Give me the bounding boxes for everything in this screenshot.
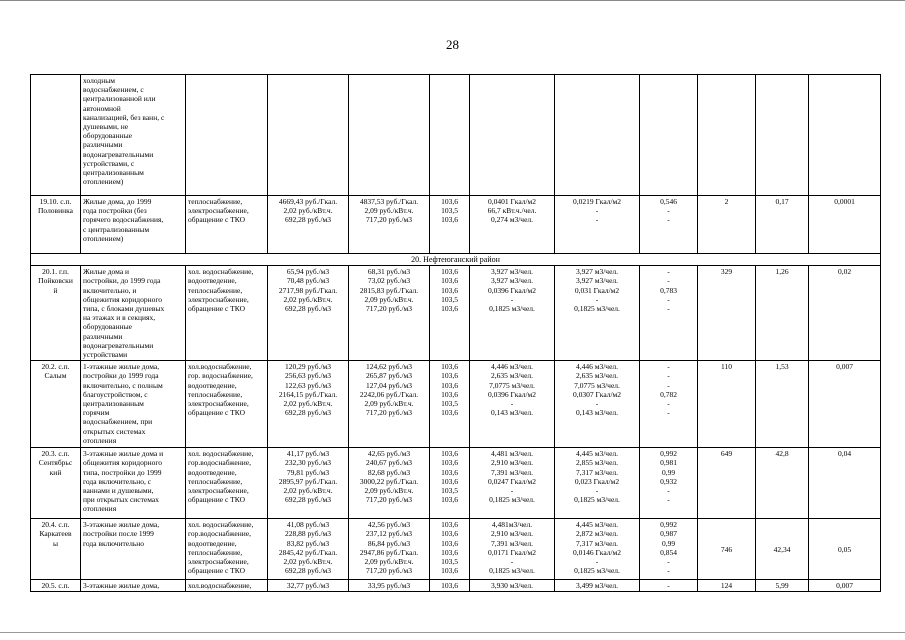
cell-b: 42,34 [756, 519, 809, 580]
cell-a: 746 [698, 519, 756, 580]
cell-a: 110 [698, 361, 756, 448]
cell-t1: 41,08 руб./м3 228,88 руб./м3 83,82 руб./м3 2845,42 руб./Гкал. 2,02 руб./кВт.ч. 692,28 руб./м3 [268, 519, 349, 580]
scan-top-edge [0, 0, 905, 1]
cell-n1: 4,446 м3/чел. 2,635 м3/чел. 7,0775 м3/чел. 0,0396 Гкал/м2 - 0,143 м3/чел. [470, 361, 555, 448]
cell-a: 649 [698, 448, 756, 519]
cell-services: хол.водоснабжение, [186, 580, 268, 592]
cell-b: 0,17 [756, 196, 809, 254]
cell-t2: 68,31 руб./м3 73,02 руб./м3 2815,83 руб./Гкал. 2,09 руб./кВт.ч. 717,20 руб./м3 [349, 266, 430, 361]
cell-k: - - 0,783 - - [640, 266, 698, 361]
cell-services [186, 75, 268, 196]
cell-n2: 3,927 м3/чел. 3,927 м3/чел. 0,031 Гкал/м2 - 0,1825 м3/чел. [555, 266, 640, 361]
cell-n2: 4,445 м3/чел. 2,855 м3/чел. 7,317 м3/чел. 0,023 Гкал/м2 - 0,1825 м3/чел. [555, 448, 640, 519]
cell-idx: 103,6 103,6 103,6 103,5 103,6 [430, 266, 470, 361]
cell-id: 19.10. с.п. Половинка [31, 196, 81, 254]
cell-t1: 32,77 руб./м3 [268, 580, 349, 592]
cell-id: 20.3. с.п. Сентябрьс кий [31, 448, 81, 519]
cell-services: теплоснабжение, электроснабжение, обращение с ТКО [186, 196, 268, 254]
cell-b [756, 75, 809, 196]
cell-services: хол. водоснабжение, гор.водоснабжение, водоотведение, теплоснабжение, электроснабжение, обращение с ТКО [186, 448, 268, 519]
cell-k: 0,546 - - [640, 196, 698, 254]
cell-t2: 4837,53 руб./Гкал. 2,09 руб./кВт.ч. 717,20 руб./м3 [349, 196, 430, 254]
scan-bottom-edge [0, 632, 905, 633]
table-row [31, 266, 881, 361]
cell-n2 [555, 75, 640, 196]
section-title: 20. Нефтеюганский район [31, 254, 881, 266]
cell-b: 1,26 [756, 266, 809, 361]
table-row [31, 580, 881, 592]
cell-b: 5,99 [756, 580, 809, 592]
cell-n2: 3,499 м3/чел. [555, 580, 640, 592]
cell-t2: 42,65 руб./м3 240,67 руб./м3 82,68 руб./м3 3000,22 руб./Гкал. 2,09 руб./кВт.ч. 717,20 руб./м3 [349, 448, 430, 519]
cell-n1 [470, 75, 555, 196]
cell-n2: 4,445 м3/чел. 2,872 м3/чел. 7,317 м3/чел. 0,0146 Гкал/м2 - 0,1825 м3/чел. [555, 519, 640, 580]
table-row [31, 75, 881, 196]
cell-t2 [349, 75, 430, 196]
table-body [31, 75, 881, 592]
cell-services: хол. водоснабжение, водоотведение, теплоснабжение, электроснабжение, обращение с ТКО [186, 266, 268, 361]
table-row [31, 361, 881, 448]
cell-a: 124 [698, 580, 756, 592]
cell-n2: 4,446 м3/чел. 2,635 м3/чел. 7,0775 м3/чел. 0,0307 Гкал/м2 - 0,143 м3/чел. [555, 361, 640, 448]
cell-k: - - - 0,782 - - [640, 361, 698, 448]
cell-desc: холодным водоснабжением, с централизованной или автономной канализацией, без ванн, с душевыми, не оборудованные различными водонагревательными устройствами, с централизованным отоплением) [81, 75, 186, 196]
cell-id: 20.2. с.п. Салым [31, 361, 81, 448]
cell-n1: 3,927 м3/чел. 3,927 м3/чел. 0,0396 Гкал/м2 - 0,1825 м3/чел. [470, 266, 555, 361]
cell-t1: 4669,43 руб./Гкал. 2,02 руб./кВт.ч. 692,28 руб./м3 [268, 196, 349, 254]
cell-n1: 4,481м3/чел. 2,910 м3/чел. 7,391 м3/чел. 0,0171 Гкал/м2 - 0,1825 м3/чел. [470, 519, 555, 580]
cell-idx [430, 75, 470, 196]
cell-t2: 42,56 руб./м3 237,12 руб./м3 86,84 руб./м3 2947,86 руб./Гкал. 2,09 руб./кВт.ч. 717,20 руб./м3 [349, 519, 430, 580]
cell-b: 1,53 [756, 361, 809, 448]
cell-t1 [268, 75, 349, 196]
table-row [31, 196, 881, 254]
cell-t2: 33,95 руб./м3 [349, 580, 430, 592]
cell-n1: 0,0401 Гкал/м2 66,7 кВт.ч./чел. 0,274 м3/чел. [470, 196, 555, 254]
cell-services: хол.водоснабжение, гор. водоснабжение, водоотведение, теплоснабжение, электроснабжение, обращение с ТКО [186, 361, 268, 448]
cell-t1: 65,94 руб./м3 70,48 руб./м3 2717,98 руб./Гкал. 2,02 руб./кВт.ч. 692,28 руб./м3 [268, 266, 349, 361]
cell-desc: 1-этажные жилые дома, постройки до 1999 года включительно, с полным благоустройством, с централизованным горячим водоснабжением, при открытых системах отопления [81, 361, 186, 448]
cell-idx: 103,6 103,6 103,6 103,6 103,5 103,6 [430, 448, 470, 519]
cell-t2: 124,62 руб./м3 265,87 руб./м3 127,04 руб./м3 2242,06 руб./Гкал. 2,09 руб./кВт.ч. 717,20 руб./м3 [349, 361, 430, 448]
cell-desc: Жилые дома и постройки, до 1999 года включительно, и общежития коридорного типа, с блоками душевых на этажах и в секциях, оборудованные различными водонагревательными устройствами [81, 266, 186, 361]
cell-c: 0,007 [809, 361, 881, 448]
cell-t1: 41,17 руб./м3 232,30 руб./м3 79,81 руб./м3 2895,97 руб./Гкал. 2,02 руб./кВт.ч. 692,28 руб./м3 [268, 448, 349, 519]
cell-desc: 3-этажные жилые дома, [81, 580, 186, 592]
cell-t1: 120,29 руб./м3 256,63 руб./м3 122,63 руб./м3 2164,15 руб./Гкал. 2,02 руб./кВт.ч. 692,28 руб./м3 [268, 361, 349, 448]
cell-k [640, 75, 698, 196]
cell-idx: 103,6 [430, 580, 470, 592]
table-row [31, 519, 881, 580]
cell-desc: 3-этажные жилые дома, постройки после 1999 года включительно [81, 519, 186, 580]
cell-c [809, 75, 881, 196]
cell-id: 20.1. г.п. Пойковски й [31, 266, 81, 361]
cell-a: 2 [698, 196, 756, 254]
cell-n1: 3,930 м3/чел. [470, 580, 555, 592]
cell-c: 0,04 [809, 448, 881, 519]
cell-a [698, 75, 756, 196]
cell-id [31, 75, 81, 196]
tariff-table [30, 74, 881, 592]
cell-idx: 103,6 103,6 103,6 103,6 103,5 103,6 [430, 519, 470, 580]
cell-idx: 103,6 103,5 103,6 [430, 196, 470, 254]
cell-c: 0,02 [809, 266, 881, 361]
section-row [31, 254, 881, 266]
cell-k: 0,992 0,981 0,99 0,932 - - [640, 448, 698, 519]
cell-k: 0,992 0,987 0,99 0,854 - - [640, 519, 698, 580]
cell-c: 0,0001 [809, 196, 881, 254]
table-row [31, 448, 881, 519]
cell-desc: Жилые дома, до 1999 года постройки (без горячего водоснабжения, с централизованным отоплением) [81, 196, 186, 254]
cell-idx: 103,6 103,6 103,6 103,6 103,5 103,6 [430, 361, 470, 448]
cell-n2: 0,0219 Гкал/м2 - - [555, 196, 640, 254]
cell-id: 20.4. с.п. Каркатеев ы [31, 519, 81, 580]
cell-c: 0,007 [809, 580, 881, 592]
cell-c: 0,05 [809, 519, 881, 580]
page-number: 28 [446, 37, 459, 52]
cell-b: 42,8 [756, 448, 809, 519]
cell-desc: 3-этажные жилые дома и общежития коридорного типа, постройки до 1999 года включительно, с ваннами и душевыми, при открытых системах отопления [81, 448, 186, 519]
cell-k: - [640, 580, 698, 592]
cell-n1: 4,481 м3/чел. 2,910 м3/чел. 7,391 м3/чел. 0,0247 Гкал/м2 - 0,1825 м3/чел. [470, 448, 555, 519]
cell-services: хол. водоснабжение, гор.водоснабжение, водоотведение, теплоснабжение, электроснабжение, обращение с ТКО [186, 519, 268, 580]
cell-a: 329 [698, 266, 756, 361]
cell-id: 20.5. с.п. [31, 580, 81, 592]
